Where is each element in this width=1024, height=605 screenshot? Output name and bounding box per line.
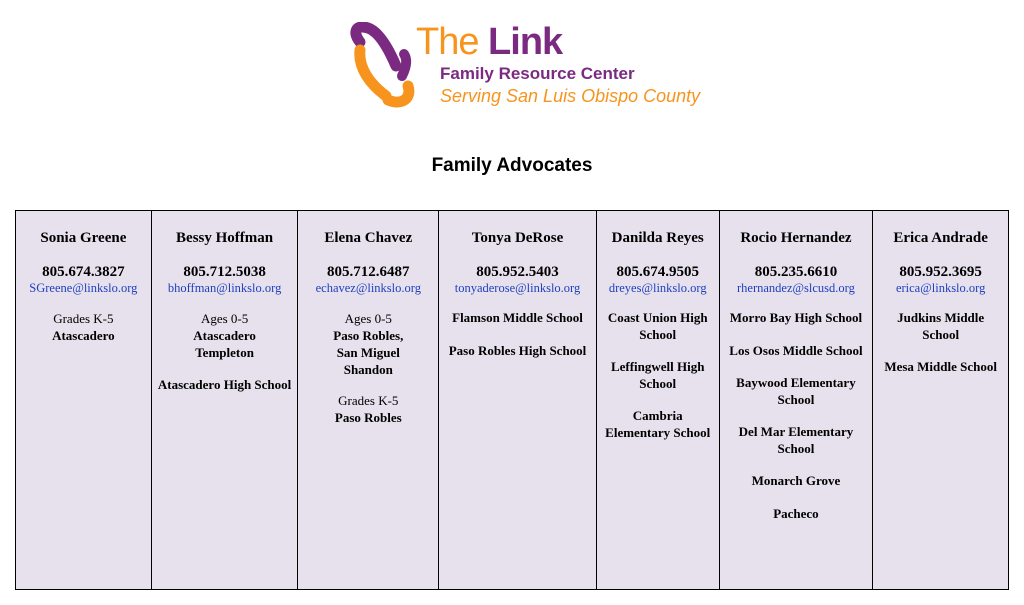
service-group bbox=[152, 310, 298, 361]
advocate-email-link[interactable]: bhoffman@linkslo.org bbox=[167, 281, 282, 295]
advocate-name: Tonya DeRose bbox=[471, 230, 564, 246]
advocate-name: Rocio Hernandez bbox=[740, 230, 852, 246]
service-group-label: Ages 0-5 bbox=[200, 311, 249, 326]
advocate-name: Erica Andrade bbox=[893, 230, 988, 246]
service-group-label: Ages 0-5 bbox=[344, 311, 392, 326]
advocate-name: Danilda Reyes bbox=[611, 230, 704, 246]
service-area: Atascadero bbox=[52, 328, 115, 343]
assigned-school: Baywood Elementary School bbox=[736, 375, 856, 407]
assigned-school: Cambria Elementary School bbox=[605, 408, 711, 440]
link-logo bbox=[346, 22, 706, 112]
advocate-column bbox=[873, 211, 1008, 589]
service-group bbox=[298, 310, 438, 378]
logo-title-link: Link bbox=[488, 21, 563, 63]
service-area: Atascadero bbox=[193, 328, 256, 343]
advocate-email-link[interactable]: erica@linkslo.org bbox=[895, 281, 986, 295]
advocate-column bbox=[720, 211, 874, 589]
assigned-school: Atascadero High School bbox=[157, 377, 292, 392]
logo-title-the: The bbox=[416, 21, 479, 63]
assigned-school: Los Osos Middle School bbox=[729, 342, 863, 358]
advocate-column bbox=[16, 211, 152, 589]
service-group bbox=[16, 310, 151, 344]
service-group bbox=[298, 392, 438, 426]
advocate-name: Elena Chavez bbox=[324, 230, 413, 246]
assigned-school: Morro Bay High School bbox=[729, 310, 863, 325]
logo-tagline: Serving San Luis Obispo County bbox=[440, 86, 701, 106]
advocates-table bbox=[15, 210, 1009, 590]
service-area: San Miguel bbox=[336, 345, 400, 360]
link-chain-icon bbox=[346, 22, 416, 112]
advocate-name: Bessy Hoffman bbox=[176, 230, 274, 246]
assigned-school: Monarch Grove bbox=[751, 473, 841, 488]
service-group-label: Grades K-5 bbox=[338, 393, 399, 408]
assigned-school: Del Mar Elementary School bbox=[738, 424, 854, 456]
service-area: Shandon bbox=[343, 362, 393, 377]
service-group-label: Grades K-5 bbox=[53, 311, 114, 326]
advocate-name: Sonia Greene bbox=[40, 230, 127, 246]
assigned-school: Mesa Middle School bbox=[884, 359, 997, 374]
logo-subtitle: Family Resource Center bbox=[440, 64, 635, 83]
assigned-school: Judkins Middle School bbox=[897, 310, 985, 342]
advocate-phone: 805.952.3695 bbox=[899, 264, 982, 280]
service-area: Paso Robles bbox=[334, 410, 402, 425]
assigned-school: Coast Union High School bbox=[607, 310, 708, 342]
advocate-phone: 805.235.6610 bbox=[754, 264, 838, 280]
assigned-school: Flamson Middle School bbox=[452, 310, 583, 325]
logo-title bbox=[416, 22, 562, 62]
advocate-email-link[interactable]: echavez@linkslo.org bbox=[315, 281, 421, 295]
advocate-column bbox=[152, 211, 299, 589]
advocate-column bbox=[439, 211, 597, 589]
advocate-email-link[interactable]: rhernandez@slcusd.org bbox=[737, 281, 855, 295]
assigned-school: Paso Robles High School bbox=[448, 342, 587, 358]
advocate-email-link[interactable]: dreyes@linkslo.org bbox=[608, 281, 707, 295]
advocate-phone: 805.712.6487 bbox=[327, 264, 410, 280]
advocate-phone: 805.674.3827 bbox=[42, 264, 125, 280]
advocate-email-link[interactable]: tonyaderose@linkslo.org bbox=[454, 281, 581, 295]
assigned-school: Leffingwell High School bbox=[610, 359, 705, 391]
assigned-school: Pacheco bbox=[773, 505, 819, 521]
service-area: Paso Robles, bbox=[333, 328, 404, 343]
advocate-column bbox=[597, 211, 720, 589]
advocate-email-link[interactable]: SGreene@linkslo.org bbox=[29, 281, 138, 295]
advocate-phone: 805.952.5403 bbox=[476, 264, 559, 280]
advocate-column bbox=[298, 211, 439, 589]
page-title: Family Advocates bbox=[431, 155, 593, 176]
service-area: Templeton bbox=[195, 345, 254, 360]
advocate-phone: 805.674.9505 bbox=[616, 264, 699, 280]
advocate-phone: 805.712.5038 bbox=[183, 264, 266, 280]
